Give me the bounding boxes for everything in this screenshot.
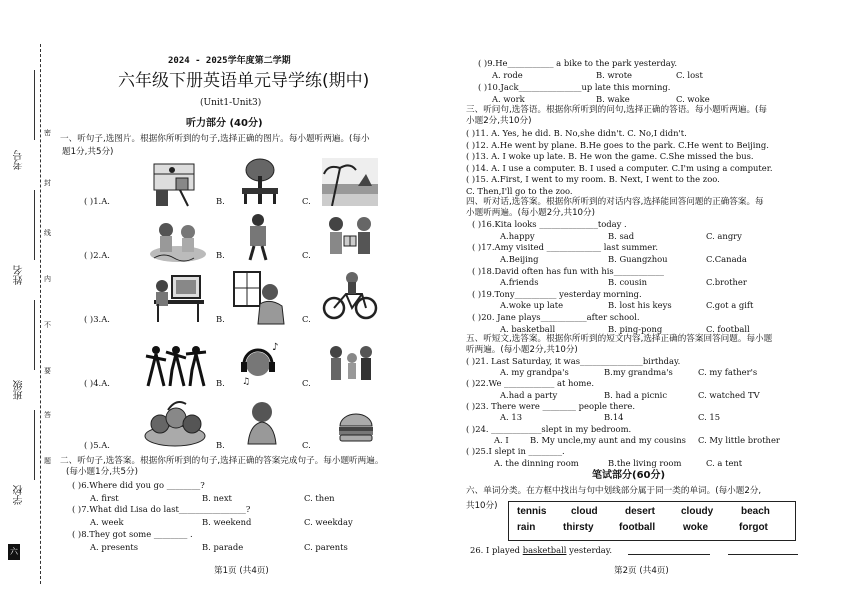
sec2-instruction-1: 二、听句子,选答案。根据你所听到的句子,选择正确的答案完成句子。每小题听两遍。 (60, 456, 384, 466)
sec5-instruction-2: 听两遍。(每小题2分,共10分) (466, 345, 578, 355)
q7-question: ( )7.What did Lisa do last________________? (72, 504, 251, 514)
q17-option-c: C.Canada (706, 254, 747, 264)
q7-option-c: C. weekday (304, 517, 353, 527)
q4-label: ( )4.A. (84, 378, 110, 388)
page1-footer: 第1页 (共4页) (214, 566, 269, 576)
q6-option-a: A. first (90, 493, 119, 503)
q10-option-b: B. wake (596, 94, 630, 104)
q18-option-c: C.brother (706, 277, 747, 287)
q26-suffix: yesterday. (566, 545, 613, 555)
sec6-instruction-2: 共10分) (466, 501, 498, 511)
hamburger-picture (336, 410, 376, 446)
sec4-instruction-2: 小题听两遍。(每小题2分,共10分) (466, 208, 595, 218)
q8-question: ( )8.They got some ________ . (72, 529, 193, 539)
q20-question: ( )20. Jane plays___________after school. (472, 312, 640, 322)
seal-char: 封 (44, 179, 51, 187)
q26-underlined-word: basketball (522, 545, 567, 555)
q26-prefix: 26. I played (470, 545, 523, 555)
page-title: 六年级下册英语单元导学练(期中) (118, 71, 370, 91)
girl-portrait-picture (244, 398, 280, 446)
word-bank-item: woke (683, 522, 709, 533)
q1-label: ( )1.A. (84, 196, 110, 206)
word-bank-item: rain (517, 522, 536, 533)
fruit-basket-picture (140, 396, 210, 450)
q17-option-a: A.Beijing (500, 254, 539, 264)
seal-char: 线 (44, 229, 51, 237)
q22-option-b: B. had a picnic (604, 390, 668, 400)
class-label: 班级 (14, 380, 25, 400)
sec5-instruction-1: 五、听短文,选答案。根据你所听到的短文内容,选择正确的答案回答问题。每小题 (466, 334, 773, 344)
word-bank-item: football (619, 522, 656, 533)
q8-option-a: A. presents (90, 542, 139, 552)
sec3-instruction-2: 小题2分,共10分) (466, 116, 532, 126)
q25-option-c: C. a tent (706, 458, 743, 468)
q26-answer-line-1[interactable] (628, 554, 710, 555)
q26-sentence (470, 545, 612, 556)
seal-char: 答 (44, 411, 51, 419)
q23-option-b: B.14 (604, 412, 624, 422)
q10-option-a: A. work (492, 94, 525, 104)
word-bank-item: tennis (517, 506, 547, 517)
computer-desk-picture (148, 270, 208, 326)
q8-option-c: C. parents (304, 542, 348, 552)
page-tab: 六 (8, 544, 20, 560)
q19-option-a: A.woke up late (500, 300, 564, 310)
gift-exchange-picture (322, 212, 378, 262)
q23-option-c: C. 15 (698, 412, 721, 422)
q24-option-c: C. My little brother (698, 435, 780, 445)
q20-option-a: A. basketball (500, 324, 556, 334)
q17-question: ( )17.Amy visited _____________ last summer. (472, 242, 659, 252)
seal-line (40, 44, 41, 584)
sec1-instruction-2: 题1分,共5分) (62, 147, 114, 157)
q19-question: ( )19.Tony__________ yesterday morning. (472, 289, 642, 299)
q20-option-c: C. football (706, 324, 750, 334)
q5-label: ( )5.A. (84, 440, 110, 450)
word-bank-item: forgot (739, 522, 768, 533)
boy-cycling-picture (322, 270, 378, 320)
man-walking-picture (236, 212, 282, 262)
word-bank-item: beach (741, 506, 770, 517)
q5-option-b: B. (216, 440, 225, 450)
q9-question: ( )9.He___________ a bike to the park yesterday. (478, 58, 678, 68)
q25-question: ( )25.I slept in ________. (466, 446, 565, 456)
q24-option-b: B. My uncle,my aunt and my cousins (530, 435, 686, 445)
word-bank-item: cloud (571, 506, 598, 517)
q5-option-c: C. (302, 440, 311, 450)
q2-option-b: B. (216, 250, 225, 260)
q6-question: ( )6.Where did you go ________? (72, 480, 205, 490)
headphones-music-picture (236, 340, 282, 388)
sec6-instruction-1: 六、单词分类。在方框中找出与句中划线部分属于同一类的单词。(每小题2分, (466, 486, 762, 496)
exam-no-label: 考号 (14, 150, 25, 170)
word-bank-box (508, 501, 796, 541)
term-line: 2024 - 2025学年度第二学期 (168, 56, 291, 66)
name-line (34, 190, 35, 260)
q9-option-c: C. lost (676, 70, 703, 80)
q10-option-c: C. woke (676, 94, 710, 104)
seal-char: 要 (44, 367, 51, 375)
q3-option-b: B. (216, 314, 225, 324)
q21-question: ( )21. Last Saturday, it was_______________birthday. (466, 356, 681, 366)
svg-text:♫: ♫ (242, 377, 251, 387)
q15-line-c: C. Then,I'll go to the zoo. (466, 186, 573, 196)
q18-option-a: A.friends (500, 277, 539, 287)
q14-line: ( )14. A. I use a computer. B. I used a computer. C.I'm using a computer. (466, 163, 773, 173)
q19-option-c: C.got a gift (706, 300, 754, 310)
q8-option-b: B. parade (202, 542, 244, 552)
beach-picture (322, 158, 378, 206)
page2-footer: 第2页 (共4页) (614, 566, 669, 576)
school-label: 学校 (14, 485, 25, 505)
name-label: 姓名 (14, 265, 25, 285)
word-bank-item: cloudy (681, 506, 714, 517)
q22-question: ( )22.We ____________ at home. (466, 378, 594, 388)
q16-option-c: C. angry (706, 231, 742, 241)
q18-question: ( )18.David often has fun with his____________ (472, 266, 664, 276)
shopping-picture (150, 160, 206, 208)
q16-question: ( )16.Kita looks ______________today . (472, 219, 627, 229)
q23-question: ( )23. There were ________ people there. (466, 401, 636, 411)
seal-char: 不 (44, 321, 51, 329)
written-heading: 笔试部分(60分) (592, 470, 666, 481)
q9-option-b: B. wrote (596, 70, 633, 80)
q9-option-a: A. rode (492, 70, 523, 80)
q3-label: ( )3.A. (84, 314, 110, 324)
family-picture (322, 342, 378, 388)
q11-line: ( )11. A. Yes, he did. B. No,she didn't. C. No,I didn't. (466, 128, 687, 138)
q4-option-c: C. (302, 378, 311, 388)
q21-option-b: B.my grandma's (604, 367, 673, 377)
word-bank-item: thirsty (563, 522, 594, 533)
girl-at-window-picture (232, 270, 288, 326)
q15-line: ( )15. A.First, I went to my room. B. Next, I went to the zoo. (466, 174, 720, 184)
q24-option-a: A. I (494, 435, 509, 445)
q21-option-c: C. my father's (698, 367, 758, 377)
seal-char: 密 (44, 129, 51, 137)
sec1-instruction-1: 一、听句子,选图片。根据你所听到的句子,选择正确的图片。每小题听两遍。(每小 (60, 134, 370, 144)
q3-option-c: C. (302, 314, 311, 324)
q24-question: ( )24. ____________slept in my bedroom. (466, 424, 632, 434)
q17-option-b: B. Guangzhou (608, 254, 668, 264)
q2-label: ( )2.A. (84, 250, 110, 260)
class-line (34, 300, 35, 370)
sec3-instruction-1: 三、听问句,选答语。根据你所听到的问句,选择正确的答语。每小题听两遍。(每 (466, 105, 768, 115)
q12-line: ( )12. A.He went by plane. B.He goes to the park. C.He went to Beijing. (466, 140, 769, 150)
binding-strip (0, 0, 51, 608)
park-bench-picture (238, 158, 282, 208)
q1-option-b: B. (216, 196, 225, 206)
seal-char: 内 (44, 275, 51, 283)
q2-option-c: C. (302, 250, 311, 260)
word-bank-item: desert (625, 506, 656, 517)
q16-option-b: B. sad (608, 231, 635, 241)
q7-option-b: B. weekend (202, 517, 252, 527)
exam-no-line (34, 70, 35, 140)
q23-option-a: A. 13 (500, 412, 523, 422)
listening-heading: 听力部分 (40分) (186, 118, 263, 129)
seal-char: 题 (44, 457, 51, 465)
q7-option-a: A. week (90, 517, 124, 527)
q1-option-c: C. (302, 196, 311, 206)
q25-option-a: A. the dinning room (494, 458, 579, 468)
q10-question: ( )10.Jack_______________up late this morning. (478, 82, 671, 92)
q22-option-c: C. watched TV (698, 390, 760, 400)
q22-option-a: A.had a party (500, 390, 558, 400)
sec2-instruction-2: (每小题1分,共5分) (66, 467, 138, 477)
q20-option-b: B. ping-pong (608, 324, 663, 334)
q4-option-b: B. (216, 378, 225, 388)
q21-option-a: A. my grandpa's (500, 367, 569, 377)
q13-line: ( )13. A. I woke up late. B. He won the game. C.She missed the bus. (466, 151, 754, 161)
q26-answer-line-2[interactable] (728, 554, 798, 555)
dancers-picture (142, 342, 208, 390)
q6-option-b: B. next (202, 493, 232, 503)
q18-option-b: B. cousin (608, 277, 647, 287)
q19-option-b: B. lost his keys (608, 300, 672, 310)
units-label: (Unit1-Unit3) (200, 98, 262, 108)
school-line (34, 410, 35, 480)
children-swimming-picture (148, 214, 208, 264)
q25-option-b: B.the living room (608, 458, 682, 468)
q6-option-c: C. then (304, 493, 335, 503)
svg-text:♪: ♪ (272, 342, 279, 353)
sec4-instruction-1: 四、听对话,选答案。根据你所听到的对话内容,选择能回答问题的正确答案。每 (466, 197, 764, 207)
q16-option-a: A.happy (500, 231, 535, 241)
